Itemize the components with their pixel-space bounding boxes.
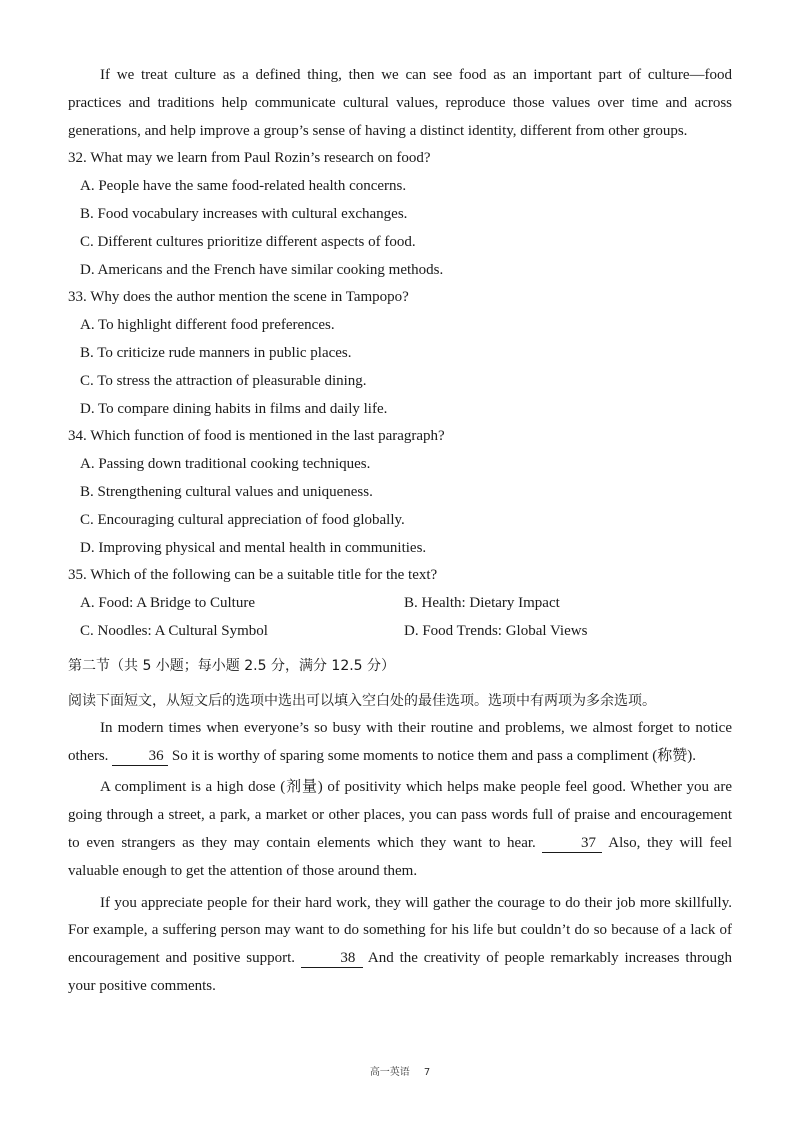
question-stem: 35. Which of the following can be a suitable title for the text? xyxy=(68,567,438,584)
option-c: C. To stress the attraction of pleasurable dining. xyxy=(80,372,367,389)
question-stem: 34. Which function of food is mentioned in the last paragraph? xyxy=(68,428,445,445)
option-a: A. Passing down traditional cooking techniques. xyxy=(80,456,371,473)
option-a: A. To highlight different food preferences. xyxy=(80,317,335,334)
passage-paragraph-1 xyxy=(68,715,732,771)
question-35 xyxy=(68,562,732,645)
option-d: D. Americans and the French have similar cooking methods. xyxy=(80,261,444,278)
option-b: B. To criticize rude manners in public places. xyxy=(80,344,352,361)
footer-subject: 高一英语 xyxy=(369,1067,410,1078)
option-d: D. Improving physical and mental health in communities. xyxy=(80,539,427,556)
blank-36: 36 xyxy=(112,747,168,766)
passage-text: Also, they will feel valuable enough to get the attention of those around them. xyxy=(68,834,732,879)
section-heading: 第二节（共 5 小题；每小题 2.5 分，满分 12.5 分） xyxy=(68,657,396,674)
option-c: C. Noodles: A Cultural Symbol xyxy=(80,622,268,639)
passage-paragraph-2 xyxy=(68,774,732,885)
blank-38: 38 xyxy=(301,949,363,968)
option-b: B. Strengthening cultural values and uniqueness. xyxy=(80,483,373,500)
question-34 xyxy=(68,423,732,562)
option-row xyxy=(68,590,732,618)
option-a: A. Food: A Bridge to Culture xyxy=(80,595,256,612)
option-a: A. People have the same food-related health concerns. xyxy=(80,178,407,195)
passage-text: A compliment is a high dose (剂量) of positivity which helps make people feel good. Whether you are going through a street, a park, a market or other places, you can pass words full of praise and encouragement to even strangers as they may contain elements which they want to hear. xyxy=(68,779,732,851)
intro-paragraph: If we treat culture as a defined thing, then we can see food as an important part of culture—food practices and traditions help communicate cultural values, reproduce those values over time and across generations, and help improve a group’s sense of having a distinct identity, different from other groups. xyxy=(68,67,732,139)
question-stem: 32. What may we learn from Paul Rozin’s research on food? xyxy=(68,150,431,167)
page-footer xyxy=(0,1063,800,1078)
question-stem: 33. Why does the author mention the scene in Tampopo? xyxy=(68,289,409,306)
option-b: B. Health: Dietary Impact xyxy=(404,595,560,612)
passage-paragraph-3 xyxy=(68,890,732,1001)
passage-text: So it is worthy of sparing some moments to notice them and pass a compliment (称赞). xyxy=(168,747,697,764)
option-c: C. Different cultures prioritize different aspects of food. xyxy=(80,233,416,250)
footer-page-number: 7 xyxy=(423,1067,431,1078)
option-c: C. Encouraging cultural appreciation of food globally. xyxy=(80,511,405,528)
exam-page xyxy=(68,62,732,1001)
passage-text: And the creativity of people remarkably increases through your positive comments. xyxy=(68,950,732,994)
question-33 xyxy=(68,284,732,423)
option-d: D. Food Trends: Global Views xyxy=(404,622,588,639)
passage-text: If you appreciate people for their hard work, they will gather the courage to do their job more skillfully. For example, a suffering person may want to do something for his life but couldn’t do so because of a lack of encouragement and positive support. xyxy=(68,894,732,967)
passage-text: In modern times when everyone’s so busy with their routine and problems, we almost forget to notice others. xyxy=(68,719,732,764)
option-b: B. Food vocabulary increases with cultural exchanges. xyxy=(80,205,408,222)
blank-37: 37 xyxy=(542,834,602,853)
option-d: D. To compare dining habits in films and daily life. xyxy=(80,400,388,417)
option-row xyxy=(68,618,732,646)
section-instruction: 阅读下面短文，从短文后的选项中选出可以填入空白处的最佳选项。选项中有两项为多余选项。 xyxy=(68,692,656,709)
question-32 xyxy=(68,145,732,284)
